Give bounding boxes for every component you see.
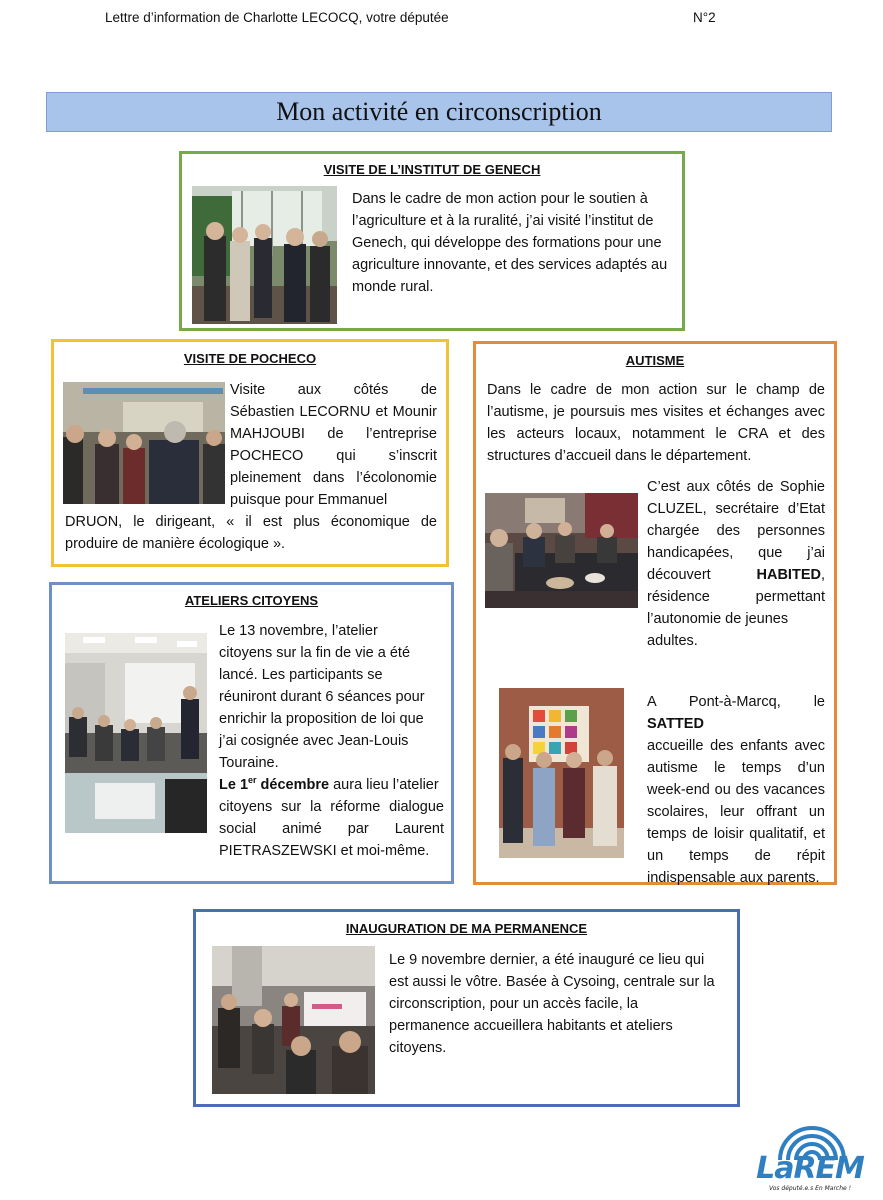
issue-number: N°2	[693, 10, 716, 25]
permanence-line-4: permanence accueillera habitants et ateliers	[389, 1018, 673, 1034]
satted-photo	[499, 688, 624, 858]
habited-name-wrap	[757, 564, 825, 586]
permanence-line-2: est aussi le vôtre. Basée à Cysoing, centrale sur la	[389, 974, 715, 990]
ateliers-date-sup: er	[248, 775, 257, 786]
permanence-text	[389, 949, 729, 1059]
pocheco-side-text	[230, 379, 437, 511]
newsletter-header: Lettre d’information de Charlotte LECOCQ, votre députée	[105, 10, 449, 25]
ateliers-date-post: décembre	[256, 777, 330, 793]
satted-prefix: A Pont-à-Marcq, le	[647, 694, 825, 710]
permanence-photo	[212, 946, 375, 1094]
autisme-box	[473, 341, 837, 885]
autisme-intro-line-1: Dans le cadre de mon action sur le champ de	[487, 382, 825, 398]
genech-text	[352, 188, 674, 298]
permanence-line-5: citoyens.	[389, 1040, 447, 1056]
satted-name: SATTED	[647, 716, 704, 732]
genech-line-3: Genech, qui développe des formations pour une	[352, 235, 662, 251]
pocheco-line-7: DRUON, le dirigeant, « il est plus économique de	[65, 514, 437, 530]
habited-line-3: chargée des personnes	[647, 523, 825, 539]
genech-line-2: l’agriculture et à la ruralité, j’ai visité l’institut de	[352, 213, 654, 229]
ateliers-date-line	[219, 774, 444, 796]
habited-line-1: C’est aux côtés de Sophie	[647, 479, 825, 495]
larem-logo-text: LaREM	[756, 1151, 864, 1186]
genech-line-4: agriculture innovante, et des services adaptés au	[352, 257, 668, 273]
pocheco-line-5: pleinement dans l’écolonomie	[230, 470, 437, 486]
larem-logo	[752, 1115, 868, 1195]
satted-line-1	[647, 691, 825, 735]
larem-tagline: Vos député.e.s En Marche !	[768, 1185, 852, 1192]
autisme-intro-line-3: les acteurs locaux, notamment le CRA et des	[487, 426, 825, 442]
ateliers-line-11: PIETRASZEWSKI et moi-même.	[219, 843, 430, 859]
ateliers-line-10: social animé par Laurent	[219, 821, 444, 837]
pocheco-line-8: produire de manière écologique ».	[65, 536, 286, 552]
ateliers-date-pre: Le 1	[219, 777, 249, 793]
pocheco-line-3: MAHJOUBI de l’entreprise	[230, 426, 437, 442]
autisme-intro-line-2: l’autisme, je poursuis mes visites et échanges avec	[487, 404, 825, 420]
habited-line-7: l’autonomie de jeunes	[647, 611, 789, 627]
ateliers-line-3: lancé. Les participants se	[219, 667, 383, 683]
habited-photo	[485, 493, 638, 608]
section-banner: Mon activité en circonscription	[46, 92, 832, 132]
ateliers-title: ATELIERS CITOYENS	[184, 593, 319, 608]
genech-title: VISITE DE L’INSTITUT DE GENECH	[323, 162, 541, 177]
ateliers-date-rest: aura lieu l’atelier	[329, 777, 439, 793]
ateliers-date	[219, 777, 329, 793]
autisme-intro-line-4: structures d’accueil dans le département.	[487, 448, 752, 464]
habited-text	[647, 476, 825, 652]
ateliers-line-2: citoyens sur la fin de vie a été	[219, 645, 411, 661]
satted-line-5: scolaires, leur offrant un	[647, 804, 825, 820]
habited-line-5	[647, 564, 825, 586]
ateliers-line-1: Le 13 novembre, l’atelier	[219, 623, 378, 639]
permanence-box	[193, 909, 740, 1107]
habited-line-6: résidence permettant	[647, 589, 825, 605]
pocheco-title: VISITE DE POCHECO	[183, 351, 317, 366]
habited-name: HABITED	[756, 567, 821, 583]
pocheco-line-2: Sébastien LECORNU et Mounir	[230, 404, 437, 420]
ateliers-box	[49, 582, 454, 884]
genech-line-5: monde rural.	[352, 279, 434, 295]
satted-line-2: accueille des enfants avec	[647, 738, 825, 754]
ateliers-line-5: enrichir la proposition de loi que	[219, 711, 424, 727]
pocheco-line-1: Visite aux côtés de	[230, 382, 437, 398]
pocheco-box	[51, 339, 449, 567]
habited-discovered: découvert	[647, 567, 711, 583]
pocheco-line-6: puisque pour Emmanuel	[230, 492, 388, 508]
habited-comma: ,	[820, 567, 825, 583]
genech-line-1: Dans le cadre de mon action pour le soutien à	[352, 191, 648, 207]
satted-line-8: indispensable aux parents.	[647, 870, 820, 886]
genech-box	[179, 151, 685, 331]
autisme-intro-text	[487, 379, 825, 467]
satted-line-3: autisme le temps d’un	[647, 760, 825, 776]
ateliers-photo	[65, 633, 207, 833]
genech-photo	[192, 186, 337, 324]
habited-line-2: CLUZEL, secrétaire d’Etat	[647, 501, 825, 517]
pocheco-photo	[63, 382, 225, 504]
ateliers-text	[219, 620, 444, 862]
autisme-title: AUTISME	[625, 353, 685, 368]
ateliers-line-9: citoyens sur la réforme dialogue	[219, 799, 444, 815]
permanence-line-3: circonscription, pour un accès facile, la	[389, 996, 639, 1012]
ateliers-line-6: j’ai cosignée avec Jean-Louis	[219, 733, 409, 749]
satted-line-7: un temps de répit	[647, 848, 825, 864]
ateliers-line-7: Touraine.	[219, 755, 279, 771]
habited-line-8: adultes.	[647, 633, 698, 649]
pocheco-full-text	[65, 511, 437, 555]
habited-line-4: handicapées, que j’ai	[647, 545, 825, 561]
ateliers-line-4: réuniront durant 6 séances pour	[219, 689, 425, 705]
satted-line-4: week-end ou des vacances	[647, 782, 825, 798]
permanence-title: INAUGURATION DE MA PERMANENCE	[345, 921, 588, 936]
permanence-line-1: Le 9 novembre dernier, a été inauguré ce lieu qui	[389, 952, 705, 968]
satted-text	[647, 691, 825, 889]
satted-line-6: temps de loisir qualitatif, et	[647, 826, 825, 842]
pocheco-line-4: POCHECO qui s’inscrit	[230, 448, 437, 464]
